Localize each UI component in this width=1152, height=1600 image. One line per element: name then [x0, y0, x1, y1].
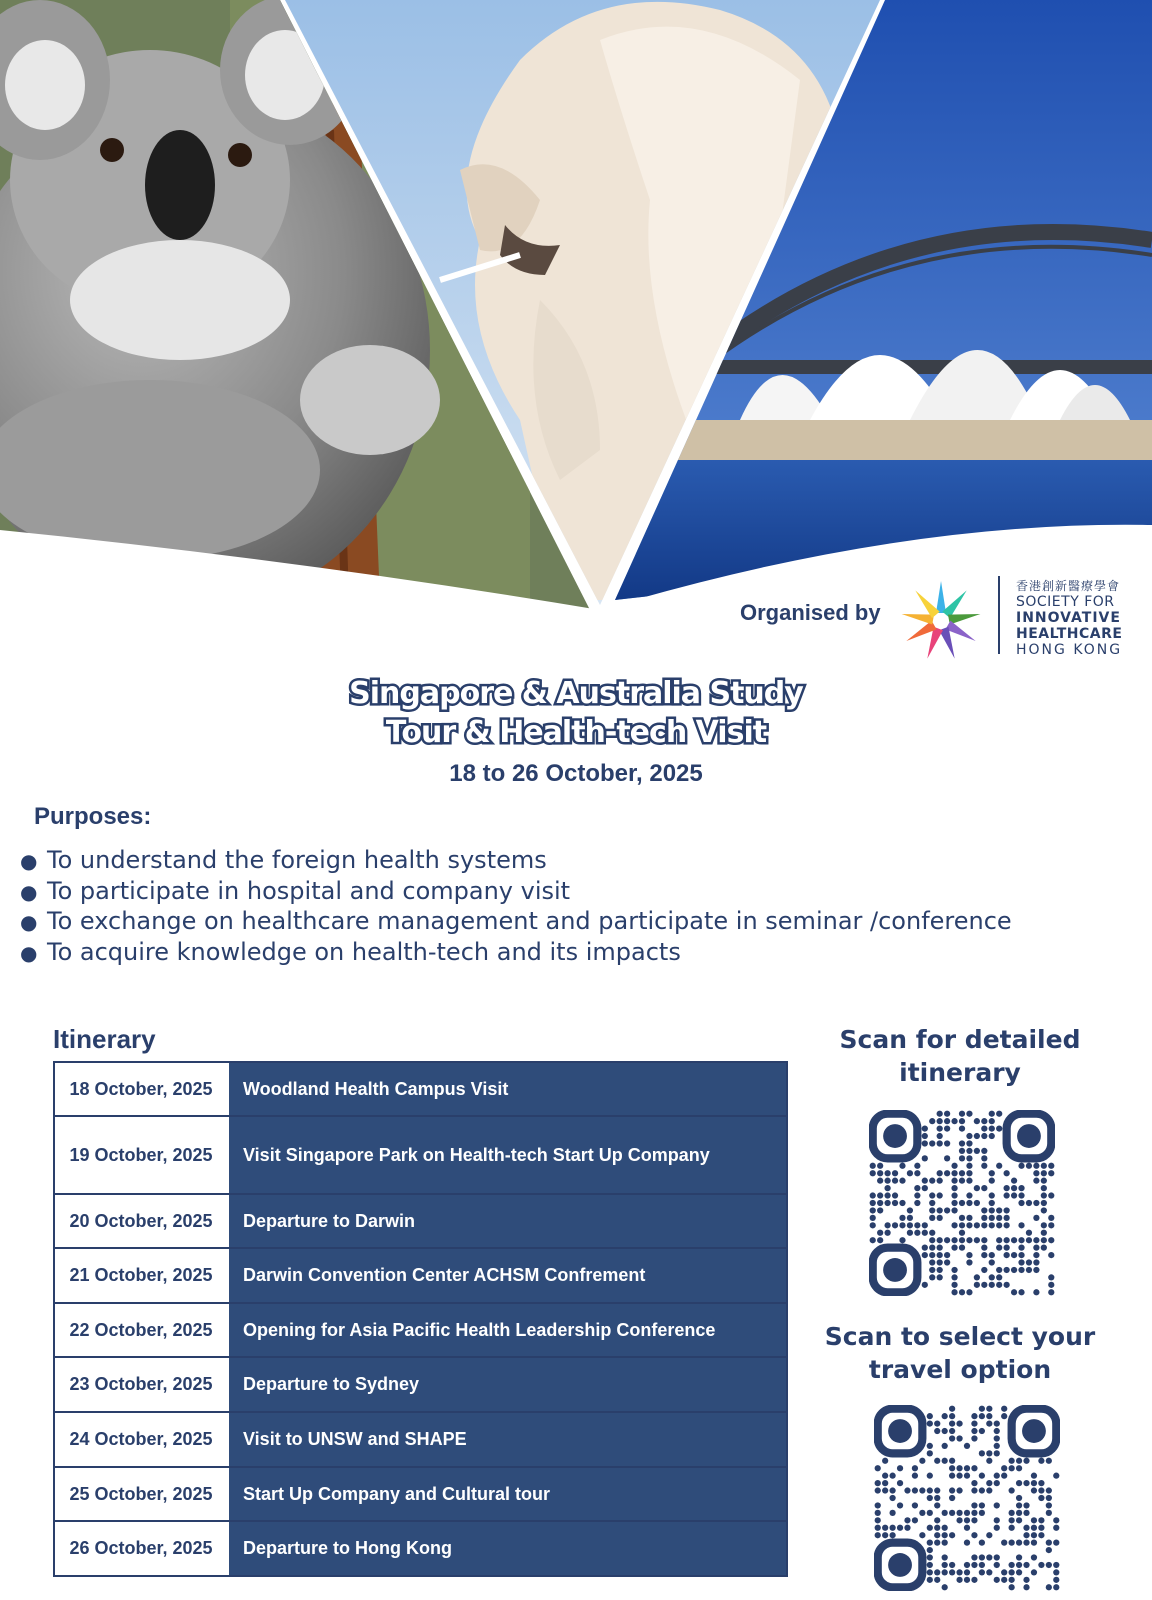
purpose-item [20, 937, 1012, 968]
table-row [54, 1357, 787, 1412]
itinerary-date: 25 October, 2025 [54, 1467, 228, 1521]
itinerary-date: 24 October, 2025 [54, 1412, 228, 1467]
itinerary-activity: Darwin Convention Center ACHSM Confrement [228, 1248, 787, 1303]
itinerary-activity: Opening for Asia Pacific Health Leadership Conference [228, 1303, 787, 1357]
society-name-line1: SOCIETY FOR [1016, 594, 1115, 610]
bullet-icon: ● [20, 940, 38, 965]
purpose-item [20, 845, 1012, 876]
itinerary-activity: Woodland Health Campus Visit [228, 1062, 787, 1116]
society-name-line3: HEALTHCARE [1016, 626, 1123, 642]
itinerary-date: 23 October, 2025 [54, 1357, 228, 1412]
itinerary-table [53, 1061, 788, 1577]
purposes-list [20, 845, 1012, 967]
table-row [54, 1248, 787, 1303]
itinerary-activity: Departure to Darwin [228, 1194, 787, 1248]
title-line-2: Tour & Health-tech Visit [385, 715, 767, 750]
itinerary-date: 22 October, 2025 [54, 1303, 228, 1357]
travel-option-qr-code[interactable] [874, 1405, 1060, 1591]
table-row [54, 1062, 787, 1116]
scan-travel-line2: travel option [868, 1355, 1052, 1384]
society-name-line2: INNOVATIVE [1016, 610, 1121, 626]
society-name [1016, 578, 1122, 658]
society-name-line4: HONG KONG [1016, 642, 1123, 658]
table-row [54, 1303, 787, 1357]
hero-illustration [0, 0, 1152, 620]
table-row [54, 1194, 787, 1248]
scan-itinerary-line1: Scan for detailed [839, 1025, 1081, 1054]
purpose-item [20, 876, 1012, 907]
table-row [54, 1521, 787, 1576]
itinerary-activity: Visit to UNSW and SHAPE [228, 1412, 787, 1467]
organiser-divider [998, 576, 1000, 654]
itinerary-activity: Visit Singapore Park on Health-tech Start Up Company [228, 1116, 787, 1194]
table-row [54, 1412, 787, 1467]
purpose-text: To exchange on healthcare management and participate in seminar /conference [47, 907, 1012, 935]
title-line-1: Singapore & Australia Study [349, 676, 803, 711]
itinerary-date: 18 October, 2025 [54, 1062, 228, 1116]
tour-dates: 18 to 26 October, 2025 [449, 760, 703, 787]
bullet-icon: ● [20, 849, 38, 873]
purposes-heading: Purposes: [34, 803, 152, 830]
purpose-text: To participate in hospital and company visit [47, 876, 571, 905]
society-name-cn: 香港創新醫療學會 [1016, 579, 1121, 593]
itinerary-heading: Itinerary [53, 1024, 156, 1054]
purpose-text: To acquire knowledge on health-tech and its impacts [47, 937, 681, 966]
purpose-text: To understand the foreign health systems [47, 846, 547, 874]
purpose-item [20, 906, 1012, 937]
scan-itinerary-heading [810, 1023, 1110, 1089]
table-row [54, 1116, 787, 1194]
itinerary-qr-code[interactable] [869, 1110, 1055, 1296]
bullet-icon: ● [20, 910, 38, 934]
scan-travel-heading [810, 1320, 1110, 1386]
scan-itinerary-line2: itinerary [899, 1058, 1021, 1087]
scan-travel-line1: Scan to select your [824, 1322, 1096, 1351]
itinerary-date: 19 October, 2025 [54, 1116, 228, 1194]
itinerary-date: 26 October, 2025 [54, 1521, 228, 1576]
itinerary-activity: Departure to Hong Kong [228, 1521, 787, 1576]
table-row [54, 1467, 787, 1521]
itinerary-date: 21 October, 2025 [54, 1248, 228, 1303]
bullet-icon: ● [20, 879, 38, 904]
society-logo-icon [898, 578, 984, 664]
hero-photo-collage [0, 0, 1152, 620]
itinerary-date: 20 October, 2025 [54, 1194, 228, 1248]
organiser-block [740, 570, 1140, 660]
organised-by-label: Organised by [740, 600, 881, 625]
itinerary-activity: Departure to Sydney [228, 1357, 787, 1412]
itinerary-activity: Start Up Company and Cultural tour [228, 1467, 787, 1521]
